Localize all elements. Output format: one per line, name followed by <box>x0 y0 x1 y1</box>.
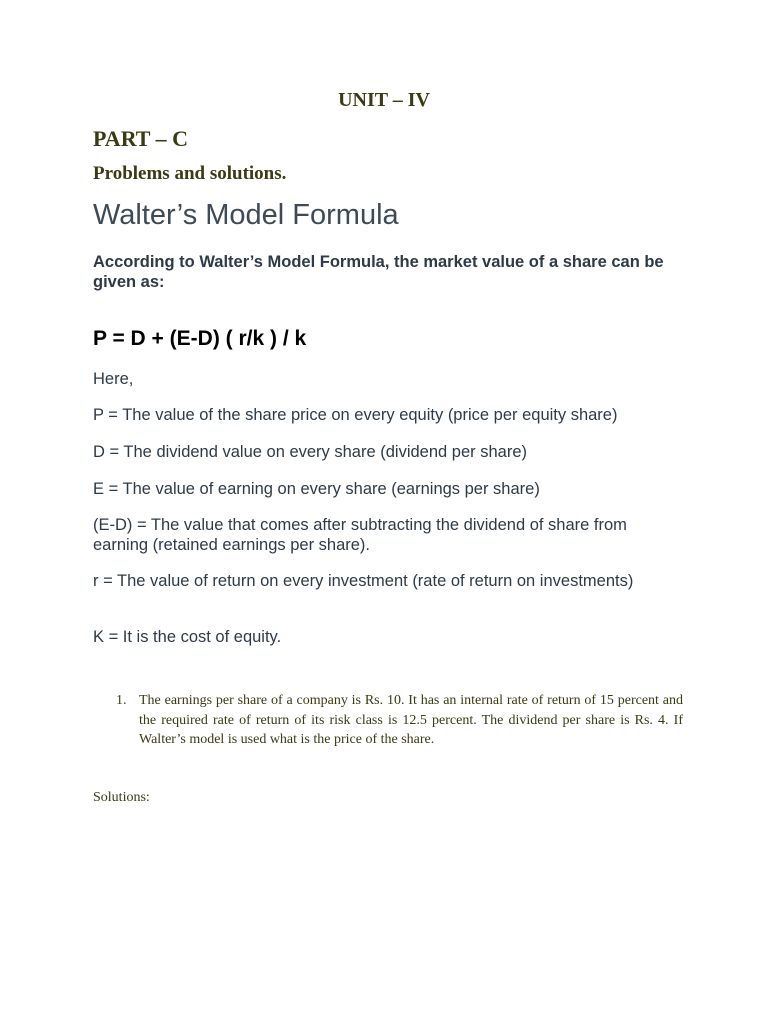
definition-e-minus-d: (E-D) = The value that comes after subtracting the dividend of share from earning (retained earnings per share). <box>93 516 627 554</box>
definition-p: P = The value of the share price on every equity (price per equity share) <box>93 406 618 424</box>
section-title: Problems and solutions. <box>93 163 287 184</box>
problem-number: 1. <box>116 693 127 708</box>
problem-text: The earnings per share of a company is Rs. 10. It has an internal rate of return of 15 percent and the required rate of return of its risk class is 12.5 percent. The dividend per share is Rs. 4. If Walter’s model is used what is the price of the share. <box>139 693 683 747</box>
model-title: Walter’s Model Formula <box>93 199 399 231</box>
list-item <box>93 691 683 750</box>
definition-e: E = The value of earning on every share (earnings per share) <box>93 480 540 498</box>
definition-r: r = The value of return on every investment (rate of return on investments) <box>93 572 634 590</box>
part-title: PART – C <box>93 126 188 151</box>
problem-list <box>93 691 683 750</box>
definition-d: D = The dividend value on every share (dividend per share) <box>93 443 527 461</box>
here-label: Here, <box>93 370 134 388</box>
unit-title: UNIT – IV <box>338 89 430 111</box>
definition-k: K = It is the cost of equity. <box>93 628 282 646</box>
intro-paragraph: According to Walter’s Model Formula, the market value of a share can be given as: <box>93 253 664 291</box>
solutions-label: Solutions: <box>93 790 150 805</box>
walter-formula: P = D + (E-D) ( r/k ) / k <box>93 327 307 350</box>
